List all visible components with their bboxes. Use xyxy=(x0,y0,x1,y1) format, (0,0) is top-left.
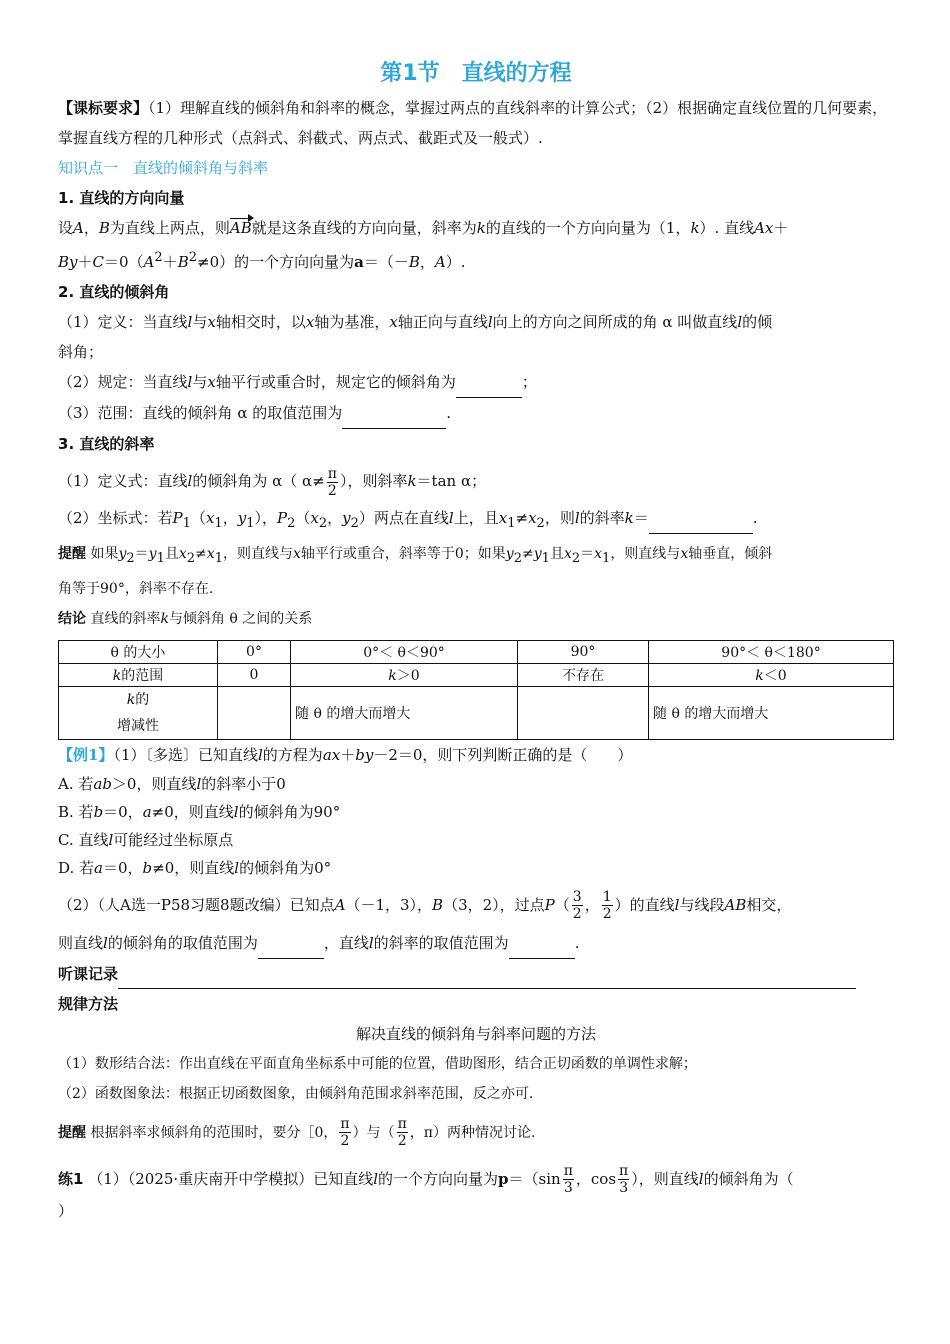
page-title: 第1节 直线的方程 xyxy=(380,61,572,86)
option-c: C. 直线l可能经过坐标原点 xyxy=(58,830,234,849)
example-label: 【例1】 xyxy=(58,745,114,764)
slope-angle-table xyxy=(58,640,894,740)
tip-label: 提醒 xyxy=(58,1124,86,1141)
rule-text: （2）规定：当直线l与x轴平行或重合时，规定它的倾斜角为 ； xyxy=(58,367,894,398)
requirement-text: （1）理解直线的倾斜角和斜率的概念，掌握过两点的直线斜率的计算公式；（2）根据确定直线位置的几何要素，掌握直线方程的几种形式（点斜式、斜截式、两点式、截距式及一般式）. xyxy=(58,99,888,147)
fraction-pi-over-3: $\frac{\pi}{3}$ xyxy=(619,1163,629,1197)
slope-definition: （1）定义式：直线l的倾斜角为 α（ α≠ $\frac{\pi}{2}$ ），则斜率k＝tan α； xyxy=(58,465,487,499)
practice-1: 练1 （1）（2025·重庆南开中学模拟）已知直线l的一个方向向量为p＝（sin $\frac{\pi}{3}$ ，cos $\frac{\pi}{3}$ ），则直线l的倾斜角为（ xyxy=(58,1163,794,1197)
requirement-label: 【课标要求】 xyxy=(58,99,149,117)
option-b: B. 若b＝0，a≠0，则直线l的倾斜角为90° xyxy=(58,802,341,821)
method-heading: 规律方法 xyxy=(58,994,119,1013)
fraction-1-over-2: $\frac{1}{2}$ xyxy=(602,889,612,923)
fill-blank xyxy=(456,367,522,398)
method-title: 解决直线的倾斜角与斜率问题的方法 xyxy=(355,1024,596,1043)
definition-text: （1）定义：当直线l与x轴相交时，以x轴为基准，x轴正向与直线l向上的方向之间所成的角 α 叫做直线l的倾 斜角； xyxy=(58,313,773,361)
section-title: . 直线的方向向量 xyxy=(68,189,185,207)
fraction-pi-over-2: $\frac{\pi}{2}$ xyxy=(397,1116,407,1150)
option-d: D. 若a＝0，b≠0，则直线l的倾斜角为0° xyxy=(58,858,332,877)
section-3-heading: 3. 直线的斜率 xyxy=(58,435,155,453)
fraction-pi-over-2: $\frac{\pi}{2}$ xyxy=(340,1116,350,1150)
practice-label: 练1 xyxy=(58,1169,84,1188)
curriculum-requirement xyxy=(58,93,894,153)
notes-label: 听课记录 xyxy=(58,964,119,983)
option-a: A. 若ab＞0，则直线l的斜率小于0 xyxy=(58,774,286,793)
fraction-pi-over-3: $\frac{\pi}{3}$ xyxy=(563,1163,573,1197)
tip-2: 提醒 根据斜率求倾斜角的范围时，要分［0， $\frac{\pi}{2}$ ）与（ $\frac{\pi}{2}$ ，π）两种情况讨论. xyxy=(58,1116,536,1150)
example-1-question-2: （2）（人A选一P58习题8题改编）已知点A（－1，3），B（3，2），过点P（ $\frac{3}{2}$ ， $\frac{1}{2}$ ）的直线l与线段AB相交， xyxy=(58,889,792,923)
example-1-question-2-cont: 则直线l的倾斜角的取值范围为 ，直线l的斜率的取值范围为 . xyxy=(58,928,894,959)
range-text: （3）范围：直线的倾斜角 α 的取值范围为 . xyxy=(58,398,894,429)
practice-1-cont: ） xyxy=(58,1201,74,1220)
fill-blank xyxy=(342,398,446,429)
vector-ab: AB xyxy=(229,219,252,237)
tip-label: 提醒 xyxy=(58,546,86,562)
knowledge-point-heading: 知识点一 直线的倾斜角与斜率 xyxy=(58,159,269,177)
method-1: （1）数形结合法：作出直线在平面直角坐标系中可能的位置，借助图形，结合正切函数的单调性求解； xyxy=(58,1055,697,1072)
conclusion: 结论 直线的斜率k与倾斜角 θ 之间的关系 xyxy=(58,610,313,627)
table-row: k的 增减性 随 θ 的增大而增大 随 θ 的增大而增大 xyxy=(59,686,894,739)
notes-rule xyxy=(118,970,856,989)
section-number: 1 xyxy=(58,189,69,207)
tip-1: 提醒 如果$y_2=y_1$且$x_2\ne x_1$，则直线与x轴平行或重合，斜率等于0；如果$y_2\ne y_1$且$x_2=x_1$，则直线与x轴垂直，倾斜 角等于90°，斜率不存在. xyxy=(58,546,773,597)
section-1-text: 设A，B为直线上两点，则AB就是这条直线的方向向量，斜率为k的直线的一个方向向量为（1，k）. 直线Ax＋ $By+C=0(A^2+B^2\ne 0)$的一个方向向量为a＝（－B，A）. xyxy=(58,219,789,271)
section-1-heading xyxy=(58,183,894,213)
section-2-heading: 2. 直线的倾斜角 xyxy=(58,283,170,301)
slope-coordinate-formula: （2）坐标式：若$P_1(x_1$，$y_1$），$P_2(x_2$，$y_2$）两点在直线l上，且$x_1\ne x_2$，则l的斜率k＝ . xyxy=(58,503,894,539)
table-row: k的范围 0 k＞0 不存在 k＜0 xyxy=(59,663,894,686)
fraction-pi-over-2: $\frac{\pi}{2}$ xyxy=(327,465,337,499)
table-row: θ 的大小 0° 0°＜ θ＜90° 90° 90°＜ θ＜180° xyxy=(59,640,894,663)
method-2: （2）函数图象法：根据正切函数图象，由倾斜角范围求斜率范围，反之亦可. xyxy=(58,1085,534,1102)
notes-line xyxy=(58,959,894,989)
fill-blank xyxy=(649,503,753,534)
page xyxy=(58,56,894,1221)
fill-blank xyxy=(509,928,575,959)
fraction-3-over-2: $\frac{3}{2}$ xyxy=(572,889,582,923)
example-1-question-1: 【例1】（1）〔多选〕已知直线l的方程为ax＋by－2＝0，则下列判断正确的是（ ） xyxy=(58,745,633,764)
fill-blank xyxy=(258,928,324,959)
